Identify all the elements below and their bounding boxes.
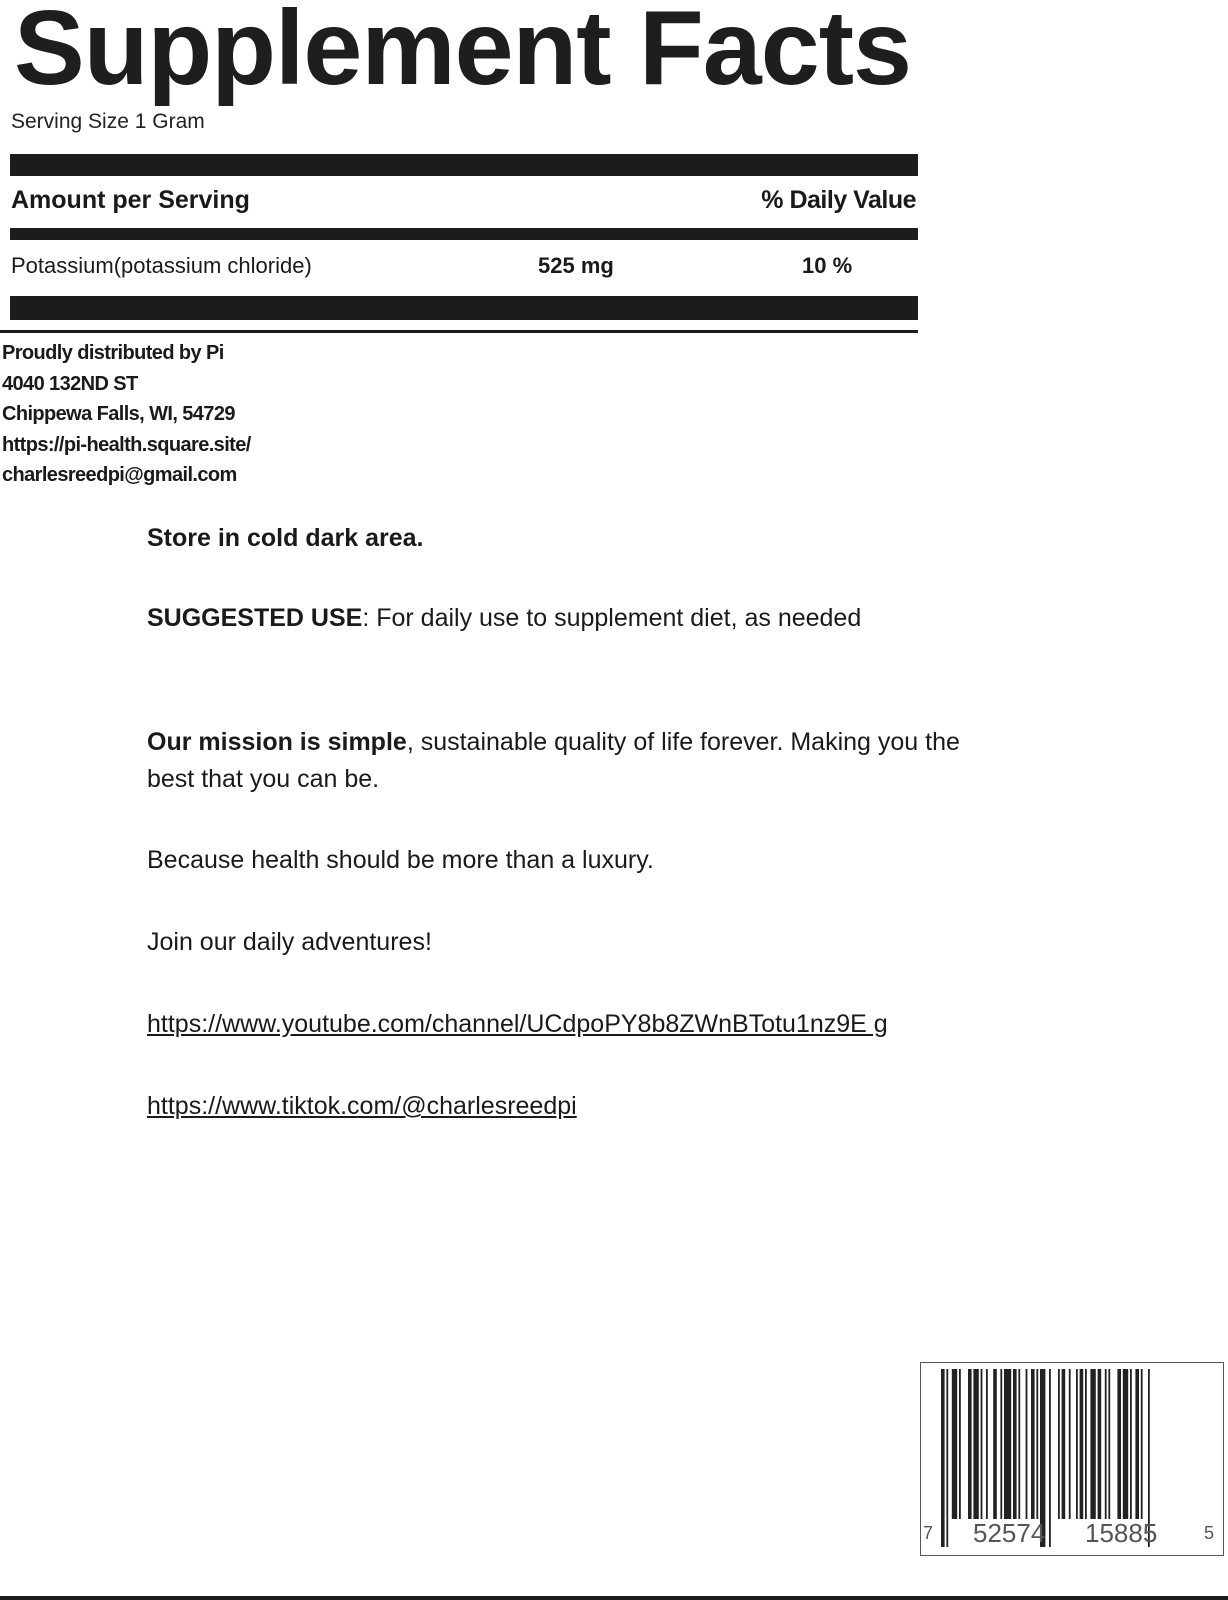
- barcode-bar: [1004, 1369, 1011, 1519]
- barcode-bar: [1049, 1369, 1051, 1547]
- tiktok-link-row: [147, 1088, 1007, 1125]
- barcode-bar: [1130, 1369, 1132, 1519]
- amount-per-serving-header: Amount per Serving: [11, 186, 250, 214]
- barcode-bar: [1036, 1369, 1038, 1519]
- barcode-bar: [1108, 1369, 1110, 1519]
- join-statement: Join our daily adventures!: [147, 928, 432, 956]
- divider-middle: [10, 228, 918, 240]
- mission-text: , sustainable quality of life forever. Making you the best that you can be.: [147, 728, 960, 793]
- suggested-use-text: : For daily use to supplement diet, as needed: [362, 604, 862, 632]
- barcode-bar: [1058, 1369, 1060, 1519]
- barcode-bar: [1000, 1369, 1002, 1519]
- youtube-link-row: [147, 1006, 1007, 1043]
- distributor-email[interactable]: charlesreedpi@gmail.com: [2, 464, 237, 486]
- distributor-block: [2, 338, 251, 491]
- supplement-facts-title: Supplement Facts: [14, 0, 911, 107]
- barcode-bar: [1098, 1369, 1102, 1519]
- barcode-bar: [952, 1369, 957, 1519]
- mission-statement: [147, 724, 977, 798]
- barcode-bar: [1123, 1369, 1128, 1519]
- tiktok-link[interactable]: https://www.tiktok.com/@charlesreedpi: [147, 1092, 577, 1120]
- nutrient-name: Potassium(potassium chloride): [11, 253, 312, 278]
- distributor-city: Chippewa Falls, WI, 54729: [2, 403, 235, 425]
- thin-divider: [0, 330, 918, 333]
- barcode-bar: [946, 1369, 948, 1547]
- barcode-bar: [1085, 1369, 1087, 1519]
- barcode-bar: [1141, 1369, 1143, 1519]
- distributor-address: 4040 132ND ST: [2, 372, 138, 395]
- barcode-bar: [1062, 1369, 1066, 1519]
- barcode-bar: [941, 1369, 945, 1547]
- barcode-bar: [1031, 1369, 1035, 1519]
- barcode-bars: [921, 1363, 1224, 1556]
- barcode-bar: [981, 1369, 983, 1519]
- suggested-use: [147, 600, 1007, 637]
- barcode-bar: [1080, 1369, 1084, 1519]
- luxury-statement: Because health should be more than a luxury.: [147, 846, 654, 874]
- serving-size: Serving Size 1 Gram: [11, 110, 205, 133]
- barcode-right-digits: 15885: [1085, 1518, 1158, 1548]
- barcode-check-digit: 5: [1204, 1523, 1215, 1543]
- barcode-bar: [1105, 1369, 1107, 1519]
- youtube-link[interactable]: https://www.youtube.com/channel/UCdpoPY8b8ZWnBTotu1nz9E g: [147, 1010, 888, 1038]
- barcode-bar: [1018, 1369, 1020, 1519]
- barcode-bar: [1013, 1369, 1017, 1519]
- barcode-bar: [1135, 1369, 1139, 1519]
- barcode-bar: [986, 1369, 988, 1519]
- barcode-bar: [968, 1369, 972, 1519]
- thick-divider-bottom: [10, 296, 918, 320]
- daily-value-header: % Daily Value: [761, 186, 916, 214]
- storage-instruction: Store in cold dark area.: [147, 524, 424, 552]
- barcode-bar: [993, 1369, 997, 1519]
- barcode-bar: [1090, 1369, 1095, 1519]
- thick-divider-top: [10, 154, 918, 176]
- mission-label: Our mission is simple: [147, 728, 407, 756]
- barcode-bar: [973, 1369, 978, 1519]
- nutrient-daily-value: 10 %: [802, 253, 853, 278]
- barcode-system-digit: 7: [923, 1523, 934, 1543]
- barcode-bar: [1026, 1369, 1028, 1519]
- barcode-bar: [1117, 1369, 1121, 1519]
- page-bottom-rule: [0, 1596, 1228, 1600]
- barcode-bar: [959, 1369, 961, 1519]
- nutrient-amount: 525 mg: [538, 253, 614, 278]
- distributor-line: Proudly distributed by Pi: [2, 342, 224, 364]
- barcode-bar: [1076, 1369, 1078, 1519]
- barcode: [920, 1362, 1224, 1556]
- distributor-website[interactable]: https://pi-health.square.site/: [2, 433, 251, 456]
- barcode-bar: [1069, 1369, 1071, 1519]
- barcode-left-digits: 52574: [973, 1518, 1046, 1548]
- suggested-use-label: SUGGESTED USE: [147, 604, 363, 632]
